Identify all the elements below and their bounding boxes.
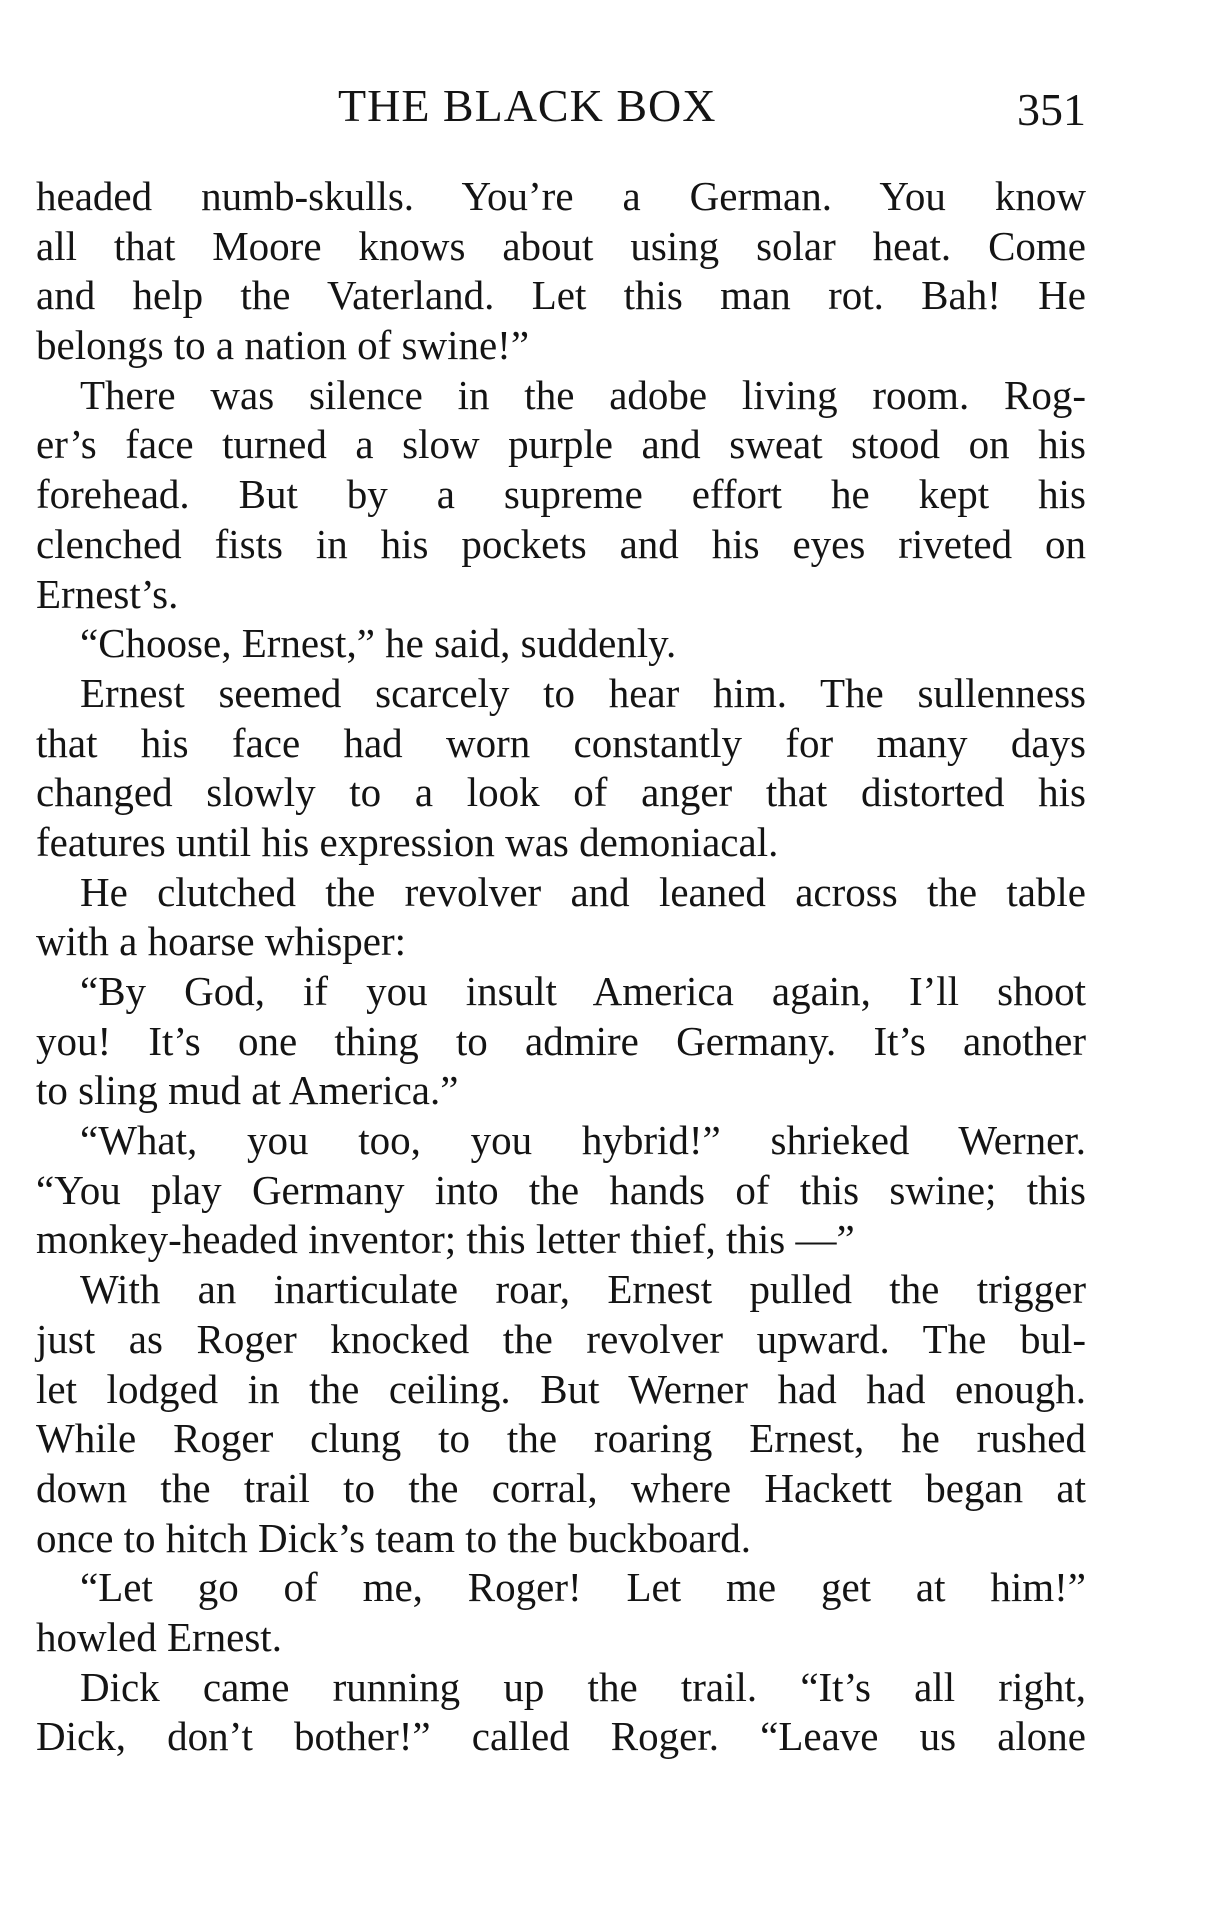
- text-line: With an inarticulate roar, Ernest pulled the trigger: [80, 1266, 1086, 1313]
- text-line: “Choose, Ernest,” he said, suddenly.: [80, 620, 677, 667]
- text-line: er’s face turned a slow purple and sweat stood on his: [36, 421, 1086, 468]
- page-number: 351: [1017, 84, 1086, 135]
- running-head: THE BLACK BOX: [338, 80, 717, 131]
- text-line: monkey-headed inventor; this letter thief, this —”: [36, 1216, 855, 1263]
- text-line: Dick, don’t bother!” called Roger. “Leave us alone: [36, 1713, 1086, 1760]
- body-text: [36, 172, 1086, 1762]
- text-line: once to hitch Dick’s team to the buckboard.: [36, 1514, 752, 1561]
- text-line: “By God, if you insult America again, I’ll shoot: [80, 968, 1086, 1014]
- text-line: forehead. But by a supreme effort he kept his: [36, 471, 1086, 518]
- text-line: He clutched the revolver and leaned across the table: [80, 868, 1086, 915]
- page-header: [36, 76, 1086, 136]
- text-line: you! It’s one thing to admire Germany. It’s another: [36, 1017, 1086, 1064]
- text-line: features until his expression was demoniacal.: [36, 818, 779, 865]
- text-line: headed numb-skulls. You’re a German. You know: [36, 173, 1086, 219]
- text-line: “You play Germany into the hands of this swine; this: [36, 1166, 1086, 1213]
- text-line: There was silence in the adobe living room. Rog-: [80, 371, 1086, 418]
- text-line: to sling mud at America.”: [36, 1067, 459, 1114]
- text-line: While Roger clung to the roaring Ernest, he rushed: [36, 1415, 1086, 1462]
- text-line: changed slowly to a look of anger that distorted his: [36, 769, 1086, 816]
- text-line: clenched fists in his pockets and his eyes riveted on: [36, 520, 1086, 567]
- text-line: and help the Vaterland. Let this man rot. Bah! He: [36, 272, 1086, 319]
- text-line: howled Ernest.: [36, 1613, 282, 1660]
- text-line: all that Moore knows about using solar heat. Come: [36, 222, 1086, 269]
- text-line: “Let go of me, Roger! Let me get at him!”: [80, 1564, 1086, 1611]
- text-line: that his face had worn constantly for many days: [36, 719, 1086, 766]
- text-line: Ernest’s.: [36, 570, 179, 617]
- text-line: with a hoarse whisper:: [36, 918, 407, 965]
- text-line: down the trail to the corral, where Hackett began at: [36, 1464, 1086, 1511]
- text-line: Ernest seemed scarcely to hear him. The sullenness: [80, 669, 1086, 716]
- text-line: “What, you too, you hybrid!” shrieked Werner.: [80, 1117, 1086, 1164]
- text-line: let lodged in the ceiling. But Werner had had enough.: [36, 1365, 1086, 1412]
- text-line: just as Roger knocked the revolver upward. The bul-: [36, 1315, 1086, 1362]
- text-line: Dick came running up the trail. “It’s all right,: [80, 1663, 1086, 1710]
- text-line: belongs to a nation of swine!”: [36, 322, 530, 369]
